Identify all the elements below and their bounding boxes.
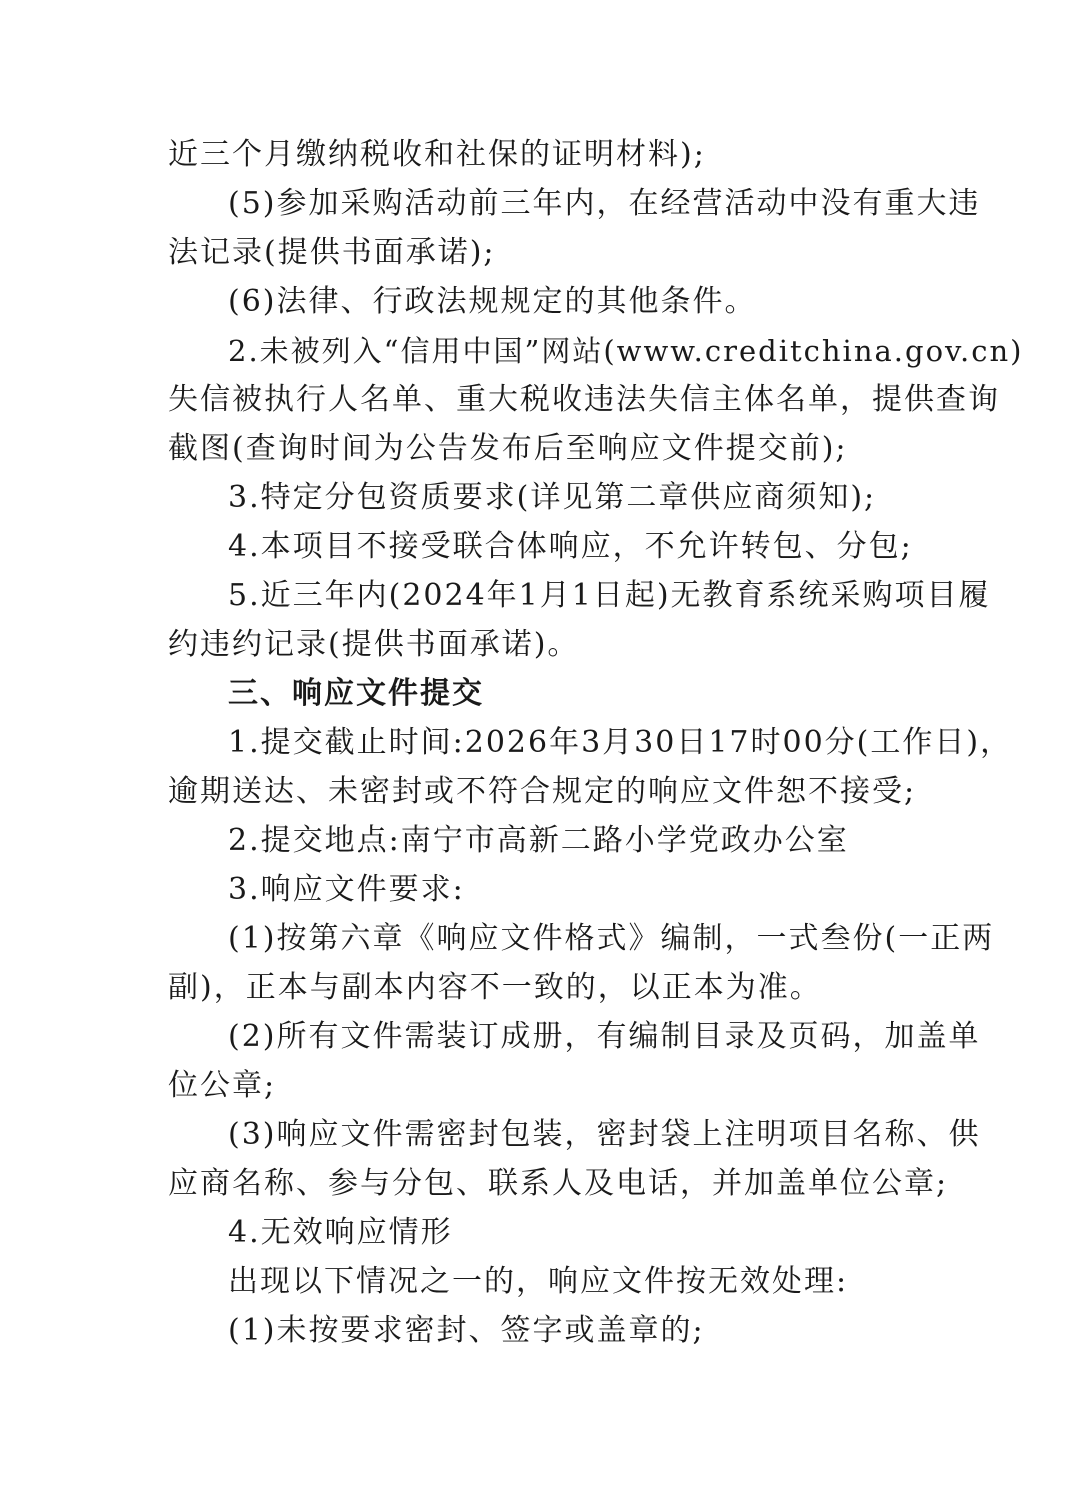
text-line: (3)响应文件需密封包装，密封袋上注明项目名称、供 xyxy=(228,1117,981,1152)
text-line: 1.提交截止时间:2026年3月30日17时00分(工作日)， xyxy=(228,725,1013,760)
text-line: 法记录(提供书面承诺); xyxy=(168,235,496,270)
text-line: (2)所有文件需装订成册，有编制目录及页码，加盖单 xyxy=(228,1019,981,1054)
text-line: 3.特定分包资质要求(详见第二章供应商须知); xyxy=(228,480,877,515)
text-line: (5)参加采购活动前三年内，在经营活动中没有重大违 xyxy=(228,186,981,221)
text-line: (6)法律、行政法规规定的其他条件。 xyxy=(228,284,757,319)
text-line: 副)，正本与副本内容不一致的，以正本为准。 xyxy=(168,970,822,1005)
text-line: 4.本项目不接受联合体响应，不允许转包、分包; xyxy=(228,529,913,564)
text-line: 4.无效响应情形 xyxy=(228,1215,453,1250)
text-line: 约违约记录(提供书面承诺)。 xyxy=(168,627,580,662)
text-line: 近三个月缴纳税收和社保的证明材料); xyxy=(168,137,706,172)
text-line: 出现以下情况之一的，响应文件按无效处理: xyxy=(228,1264,849,1299)
text-line: 位公章; xyxy=(168,1068,277,1103)
text-line: 截图(查询时间为公告发布后至响应文件提交前); xyxy=(168,431,848,466)
text-line: 2.提交地点:南宁市高新二路小学党政办公室 xyxy=(228,823,849,858)
text-line: 逾期送达、未密封或不符合规定的响应文件恕不接受; xyxy=(168,774,917,809)
text-line: 2.未被列入“信用中国”网站(www.creditchina.gov.cn) xyxy=(228,334,1024,368)
text-line: (1)按第六章《响应文件格式》编制，一式叁份(一正两 xyxy=(228,921,995,956)
text-line: 3.响应文件要求: xyxy=(228,872,465,907)
text-line: 失信被执行人名单、重大税收违法失信主体名单，提供查询 xyxy=(168,382,1000,417)
section-heading: 三、响应文件提交 xyxy=(228,676,484,711)
text-line: 应商名称、参与分包、联系人及电话，并加盖单位公章; xyxy=(168,1166,949,1201)
text-line: 5.近三年内(2024年1月1日起)无教育系统采购项目履 xyxy=(228,578,991,613)
text-line: (1)未按要求密封、签字或盖章的; xyxy=(228,1313,705,1348)
